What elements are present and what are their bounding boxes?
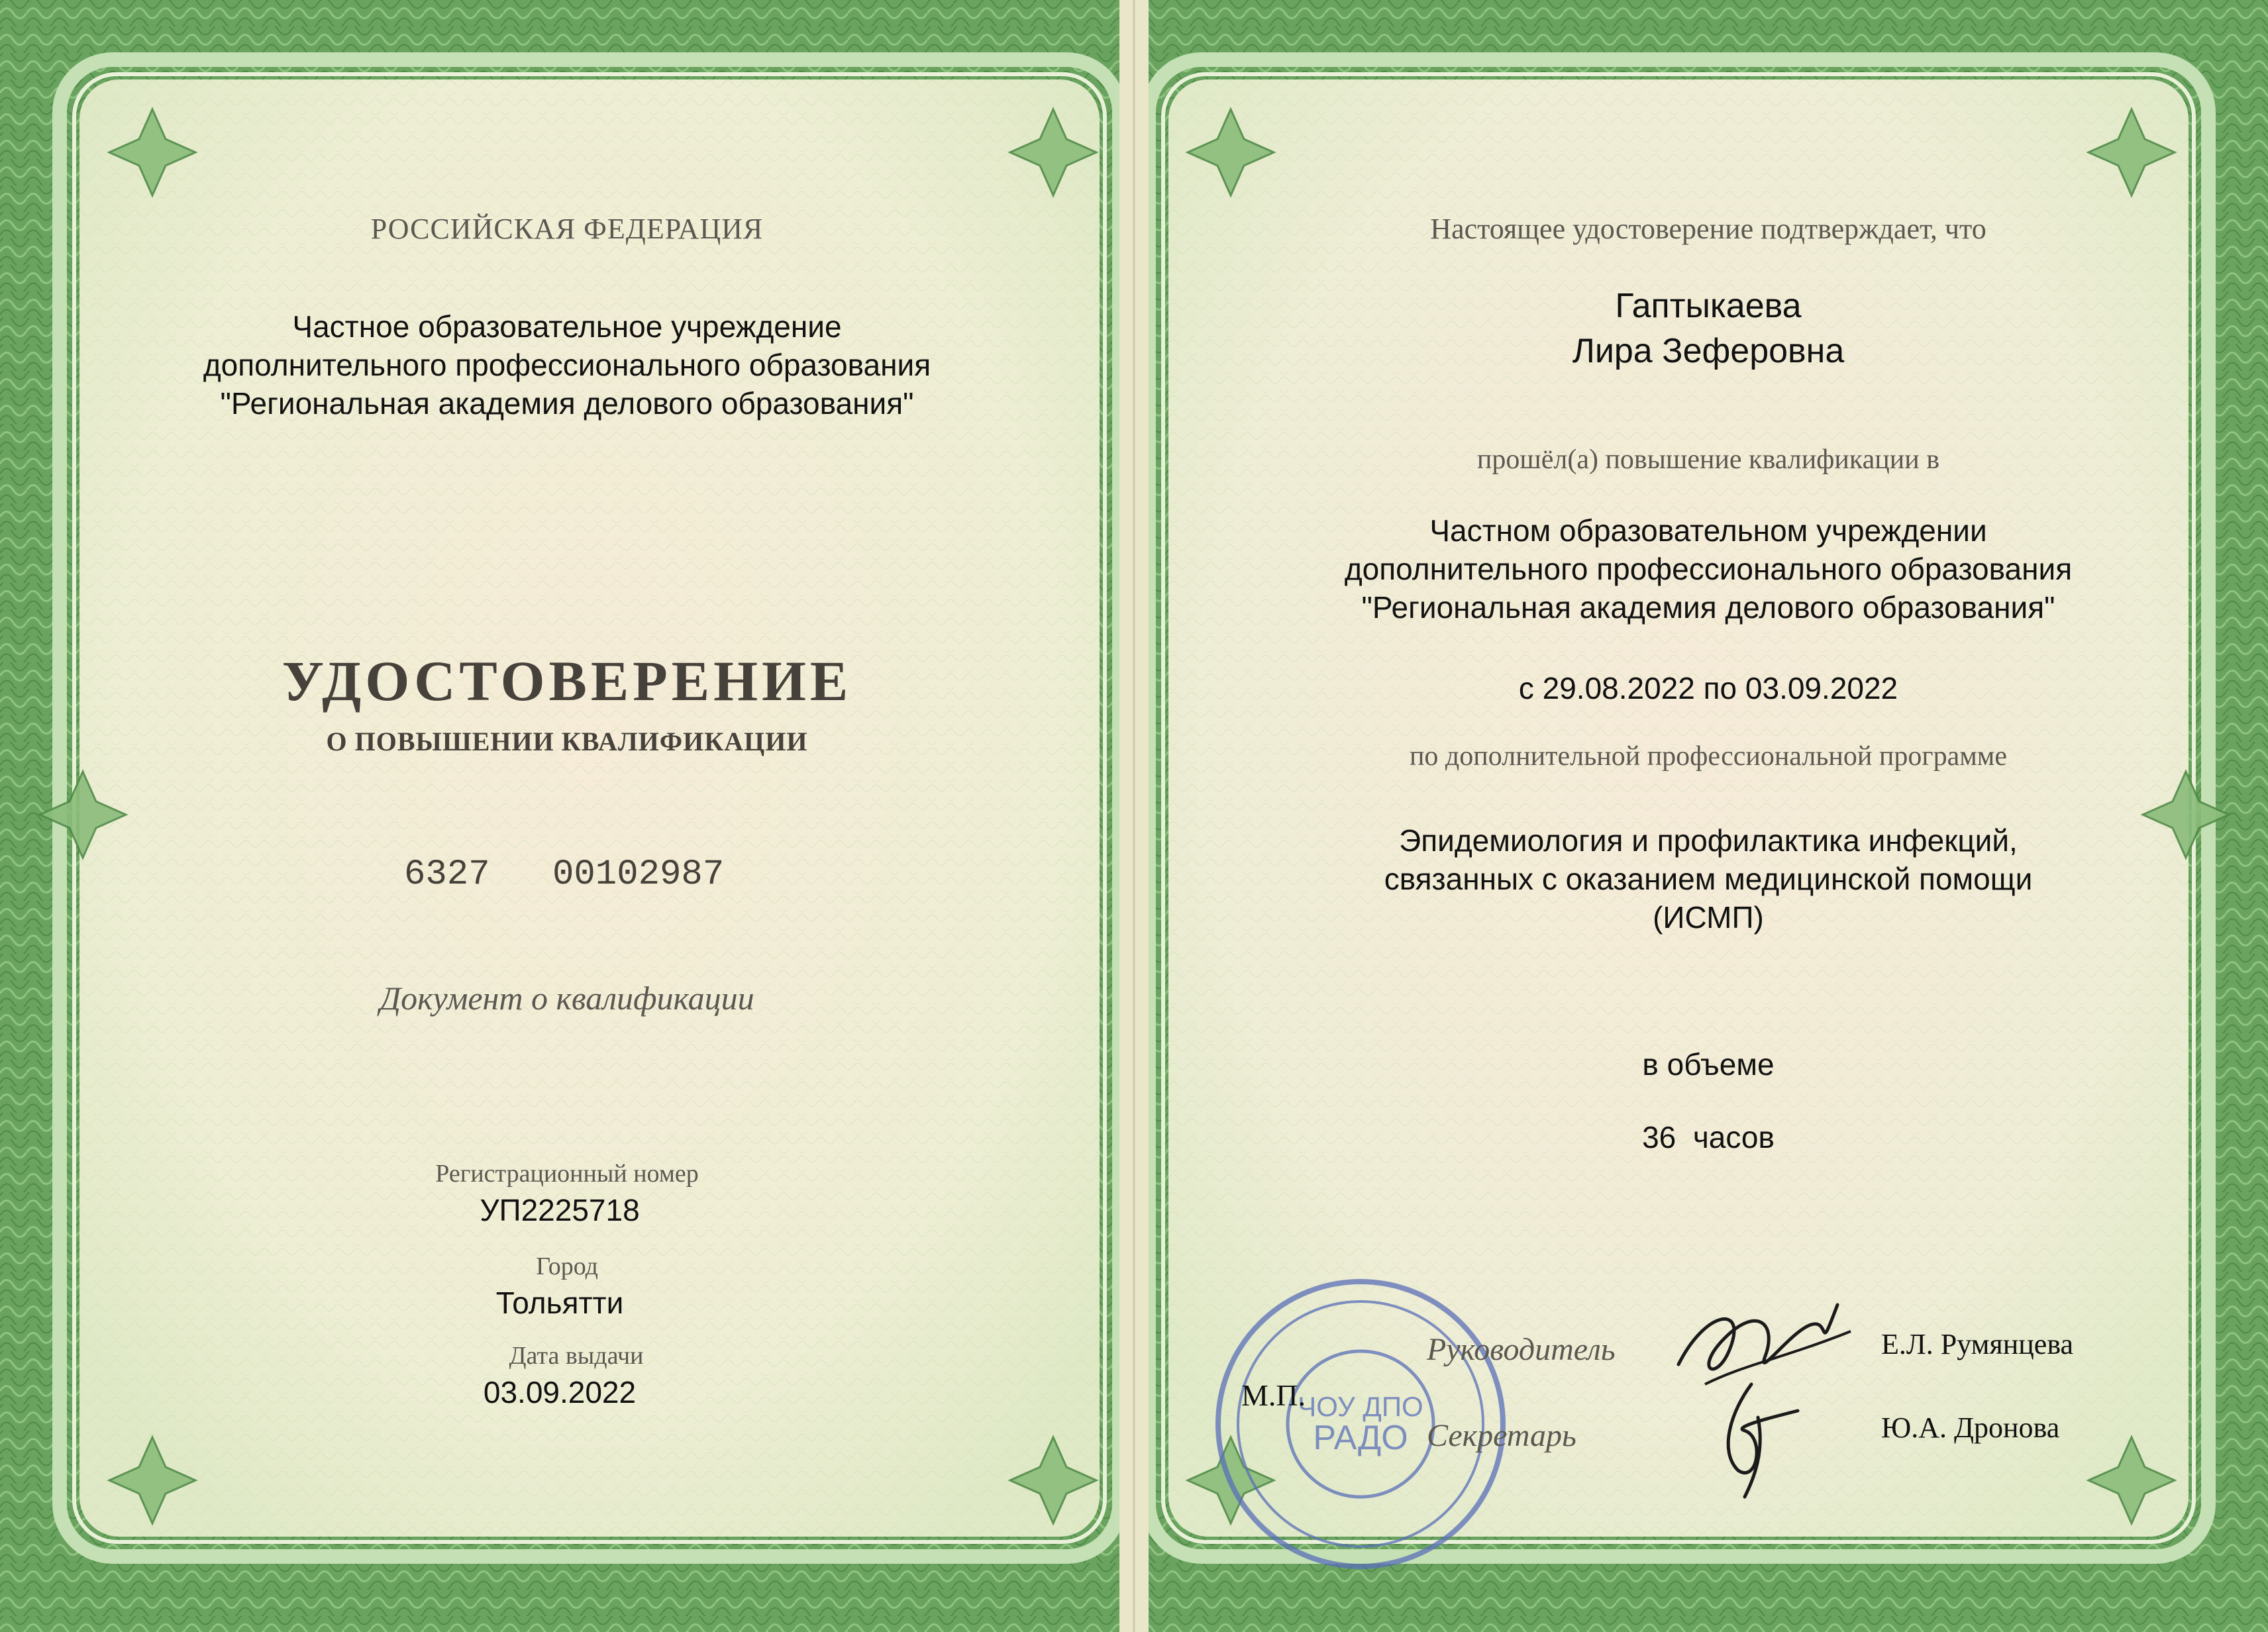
- institution-line-2: дополнительного профессионального образования: [203, 348, 931, 382]
- volume-value: 36 часов: [1642, 1120, 1775, 1154]
- registration-label: Регистрационный номер: [435, 1160, 699, 1188]
- secretary-label: Секретарь: [1427, 1418, 1576, 1453]
- program-line-3: (ИСМП): [1653, 900, 1764, 935]
- right-page: [1149, 0, 2268, 1632]
- program-line-1: Эпидемиология и профилактика инфекций,: [1399, 823, 2018, 858]
- registration-number: УП2225718: [480, 1193, 640, 1227]
- volume-label: в объеме: [1642, 1047, 1775, 1082]
- institution-line-3: "Региональная академия делового образования": [220, 386, 914, 421]
- institution-line-1: Частное образовательное учреждение: [292, 309, 842, 344]
- document-subtitle: О ПОВЫШЕНИИ КВАЛИФИКАЦИИ: [326, 727, 808, 756]
- issue-date-value: 03.09.2022: [483, 1375, 637, 1409]
- country-heading: РОССИЙСКАЯ ФЕДЕРАЦИЯ: [370, 213, 764, 245]
- document-type: Документ о квалификации: [380, 980, 754, 1017]
- head-name: Е.Л. Румянцева: [1881, 1328, 2074, 1360]
- completed-text: прошёл(а) повышение квалификации в: [1476, 444, 1940, 475]
- intro-text: Настоящее удостоверение подтверждает, что: [1430, 213, 1986, 245]
- holder-given-names: Лира Зеферовна: [1572, 332, 1845, 370]
- training-institution-line-3: "Региональная академия делового образования": [1361, 590, 2055, 625]
- holder-surname: Гаптыкаева: [1615, 287, 1802, 325]
- svg-text:РАДО: РАДО: [1313, 1419, 1408, 1457]
- secretary-name: Ю.А. Дронова: [1881, 1411, 2060, 1444]
- city-label: Город: [536, 1252, 598, 1280]
- program-label: по дополнительной профессиональной программе: [1409, 741, 2008, 772]
- secretary-signature: [1692, 1371, 1824, 1504]
- head-label: Руководитель: [1427, 1332, 1616, 1367]
- program-line-2: связанных с оказанием медицинской помощи: [1384, 862, 2033, 896]
- document-title: УДОСТОВЕРЕНИЕ: [282, 649, 852, 713]
- city-value: Тольятти: [495, 1286, 624, 1320]
- training-institution-line-1: Частном образовательном учреждении: [1429, 513, 1987, 548]
- seal-place-label: М.П.: [1241, 1378, 1306, 1412]
- stamp-text: ЧОУ ДПО: [1298, 1391, 1423, 1422]
- training-institution-line-2: дополнительного профессионального образования: [1344, 552, 2073, 586]
- document-number: 00102987: [552, 854, 725, 895]
- document-series: 6327: [404, 854, 490, 895]
- issue-date-label: Дата выдачи: [509, 1342, 644, 1370]
- training-period: с 29.08.2022 по 03.09.2022: [1518, 671, 1898, 705]
